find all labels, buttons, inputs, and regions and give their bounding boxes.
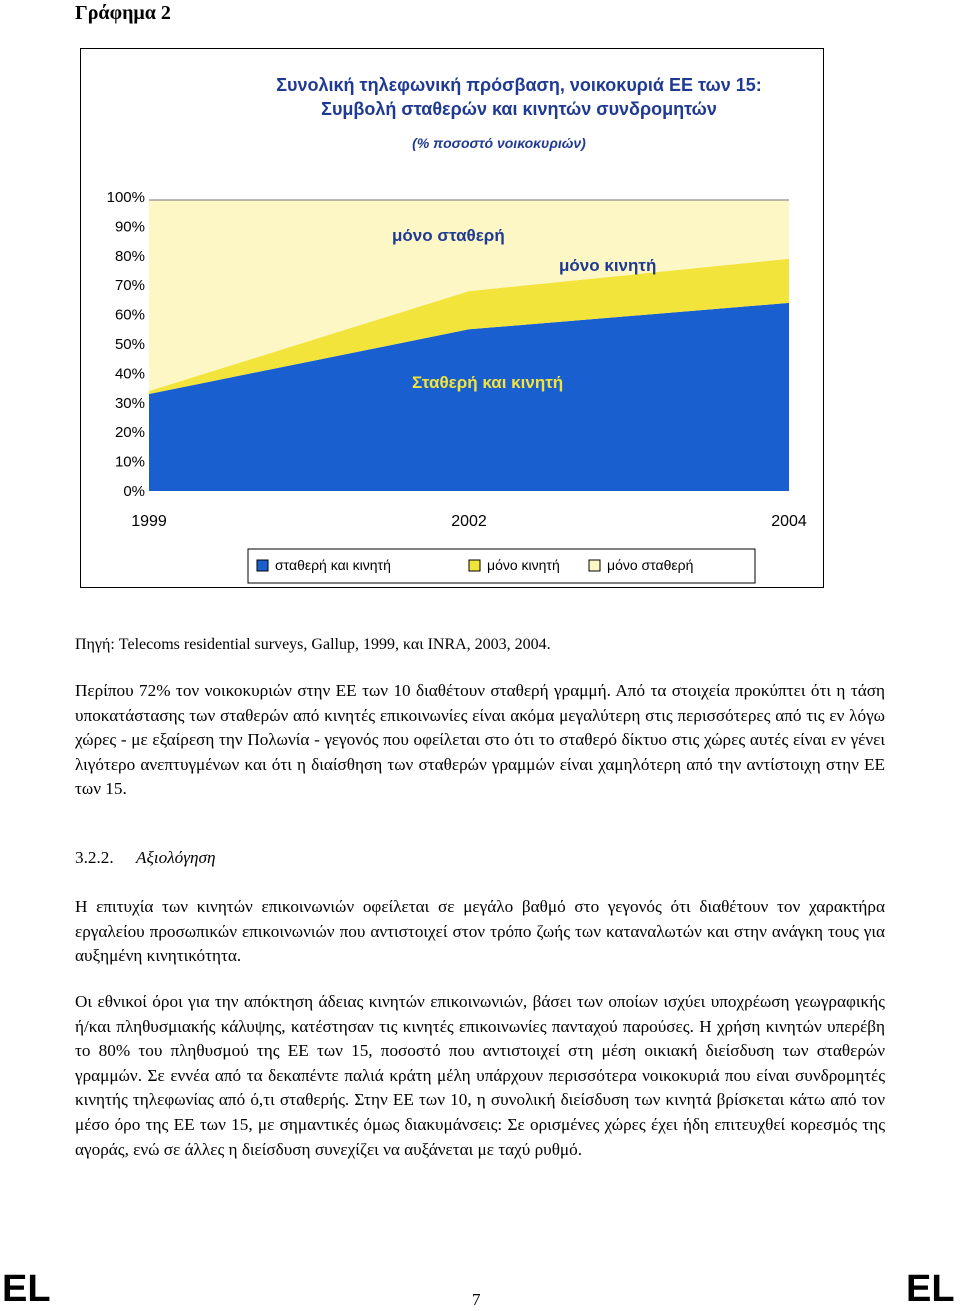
section-heading [75, 848, 216, 868]
paragraph-1: Περίπου 72% τον νοικοκυριών στην ΕΕ των 10 διαθέτουν σταθερή γραμμή. Από τα στοιχεία προκύπτει ότι η τάση υποκατάστασης των σταθερών από κινητές επικοινωνίες είναι ακόμα μεγαλύτερη στις περισσότερες από τις εν λόγω χώρες - με εξαίρεση την Πολωνία - γεγονός που οφείλεται στο ότι το σταθερό δίκτυο στις χώρες αυτές είναι εν γένει λιγότερο ανεπτυγμένων και ότι η διαίσθηση των σταθερών γραμμών είναι χαμηλότερη από την αντίστοιχη στην ΕΕ των 15. [75, 681, 885, 799]
footer-language-left: EL [2, 1268, 51, 1310]
chart-subtitle: Συμβολή σταθερών και κινητών συνδρομητών [321, 99, 717, 119]
x-tick-label: 2004 [771, 513, 807, 530]
legend-label: μόνο σταθερή [607, 557, 694, 573]
section-title: Αξιολόγηση [135, 848, 216, 867]
legend-label: σταθερή και κινητή [275, 557, 391, 573]
y-tick-label: 0% [123, 483, 145, 500]
page-number: 7 [472, 1290, 481, 1309]
y-tick-label: 90% [114, 218, 145, 236]
page-heading: Γράφημα 2 [75, 2, 171, 24]
legend-swatch [469, 560, 480, 571]
x-tick-label: 1999 [131, 513, 167, 530]
legend-swatch [589, 560, 600, 571]
y-tick-label: 40% [114, 365, 145, 383]
legend-label: μόνο κινητή [487, 557, 560, 573]
chart-annotation: μόνο σταθερή [392, 226, 505, 245]
paragraph-3: Οι εθνικοί όροι για την απόκτηση άδειας κινητών επικοινωνιών, βάσει των οποίων ισχύει υποχρέωση γεωγραφικής ή/και πληθυσμιακής κάλυψης, κατέστησαν τις κινητές επικοινωνίες πανταχού παρούσες. Η χρήση κινητών υπερέβη το 80% του πληθυσμού της ΕΕ των 15, ποσοστό που αντιστοιχεί στη μέση οικιακή διείσδυση των σταθερών γραμμών. Σε εννέα από τα δεκαπέντε παλιά κράτη μέλη υπάρχουν περισσότερα νοικοκυριά που είναι συνδρομητές κινητής τηλεφωνίας από ό,τι σταθερής. Στην ΕΕ των 10, η συνολική διείσδυση των κινητά βρίσκεται κάτω από τον μέσο όρο της ΕΕ των 15, με σημαντικές όμως διακυμάνσεις: Σε ορισμένες χώρες έχει ήδη επιτευχθεί κορεσμός της αγοράς, ενώ σε άλλες η διείσδυση συνεχίζει να αυξάνεται με ταχύ ρυθμό. [75, 992, 885, 1159]
footer-language-right: EL [906, 1268, 955, 1310]
legend-swatch [257, 560, 268, 571]
y-tick-label: 80% [114, 247, 145, 265]
area-chart [81, 49, 825, 589]
chart-title: Συνολική τηλεφωνική πρόσβαση, νοικοκυριά ΕΕ των 15: [276, 75, 762, 95]
y-tick-label: 30% [114, 394, 145, 412]
chart-annotation: Σταθερή και κινητή [412, 373, 564, 392]
y-tick-label: 100% [106, 189, 145, 206]
chart-frame [80, 48, 824, 588]
paragraph-2: Η επιτυχία των κινητών επικοινωνιών οφείλεται σε μεγάλο βαθμό στο γεγονός ότι διαθέτουν τον χαρακτήρα εργαλείου προσωπικών επικοινωνιών που αντιστοιχεί στον τρόπο ζωής των καταναλωτών και στην ανάγκη τους για αυξημένη κινητικότητα. [75, 897, 885, 966]
y-tick-label: 60% [114, 306, 145, 324]
chart-unit-note: (% ποσοστό νοικοκυριών) [412, 135, 586, 151]
source-note: Πηγή: Telecoms residential surveys, Gallup, 1999, και INRA, 2003, 2004. [75, 636, 551, 653]
y-tick-label: 20% [114, 424, 145, 442]
x-tick-label: 2002 [451, 513, 487, 530]
y-tick-label: 70% [114, 277, 145, 295]
chart-annotation: μόνο κινητή [559, 256, 657, 275]
section-number: 3.2.2. [75, 848, 114, 867]
y-tick-label: 50% [114, 336, 145, 353]
y-tick-label: 10% [114, 453, 145, 471]
